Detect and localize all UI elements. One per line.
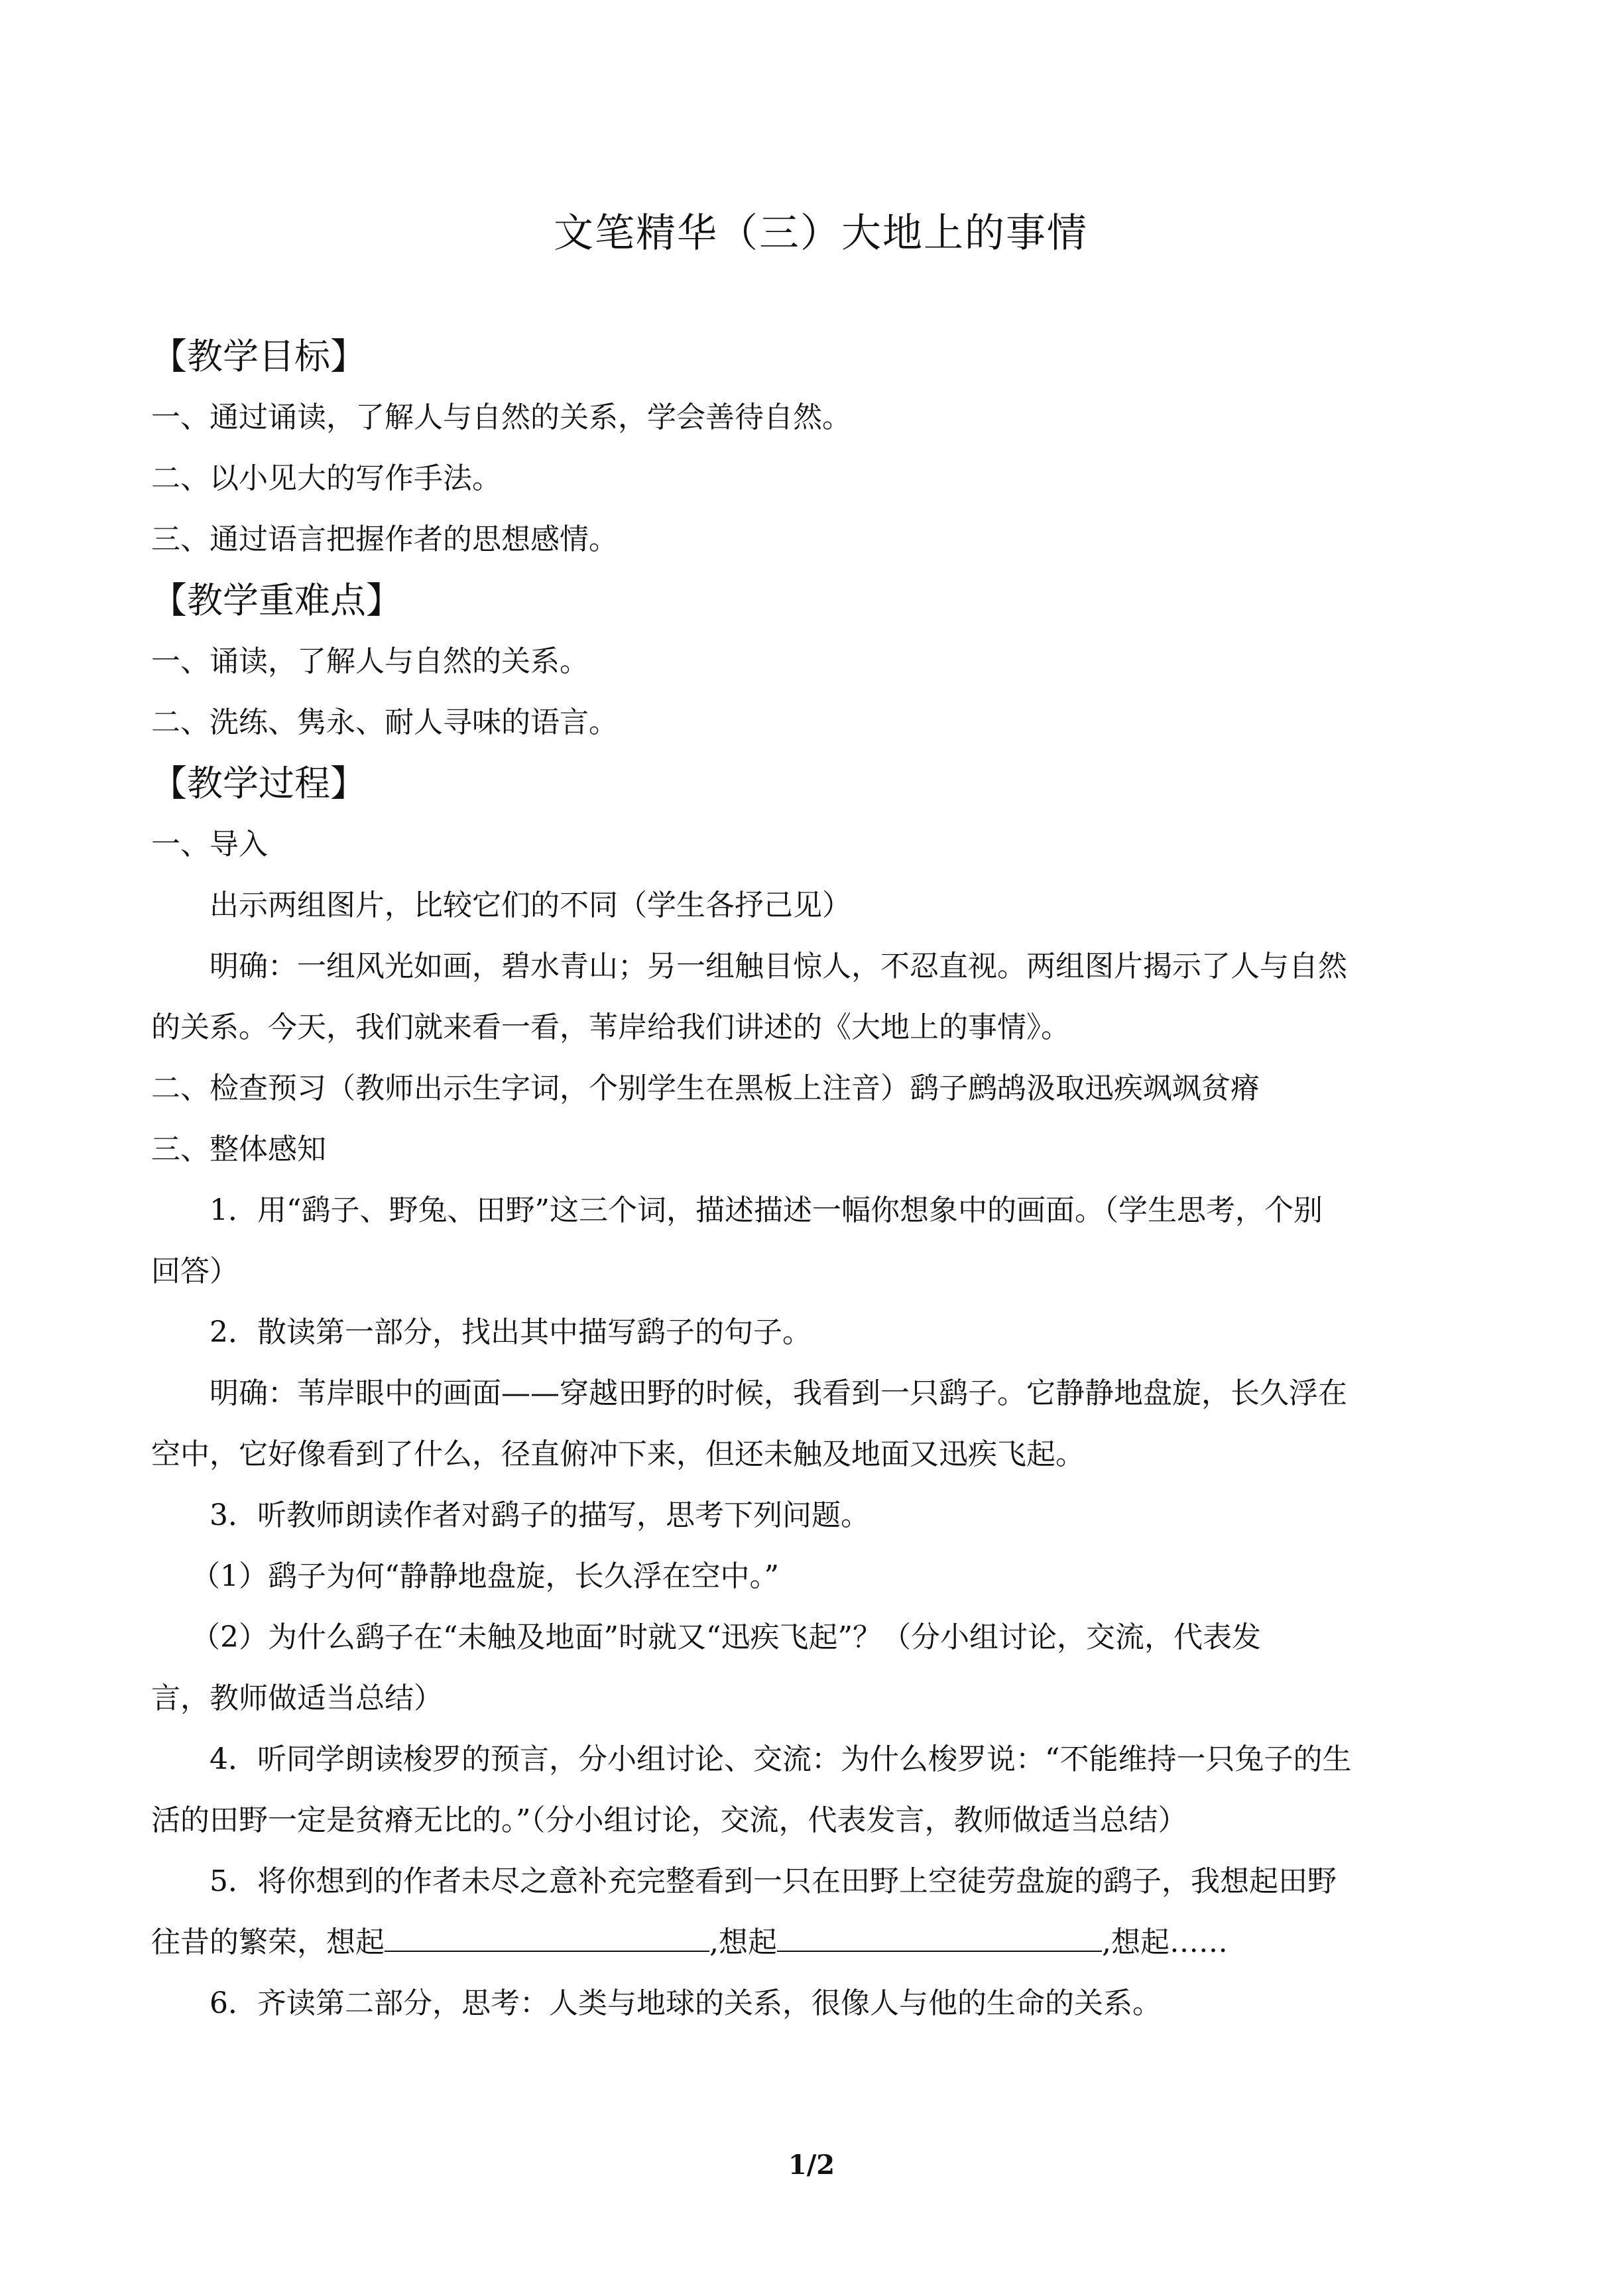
question-4-line: 活的田野一定是贫瘠无比的。”（分小组讨论，交流，代表发言，教师做适当总结） (151, 1803, 1187, 1837)
question-1-line: 回答） (151, 1254, 239, 1288)
goal-item: 二、以小见大的写作手法。 (151, 461, 501, 495)
fill-text: ,想起 (709, 1925, 777, 1959)
overall-heading: 三、整体感知 (151, 1132, 326, 1166)
intro-text: 出示两组图片，比较它们的不同（学生各抒己见） (210, 888, 851, 922)
question-6: 6．齐读第二部分，思考：人类与地球的关系，很像人与他的生命的关系。 (210, 1986, 1162, 2020)
document-body (151, 326, 1490, 2034)
question-3-sub-a: （1）鹞子为何“静静地盘旋，长久浮在空中。” (191, 1559, 779, 1593)
question-3: 3．听教师朗读作者对鹞子的描写，思考下列问题。 (210, 1498, 870, 1532)
question-2-clarify-line: 空中，它好像看到了什么，径直俯冲下来，但还未触及地面又迅疾飞起。 (151, 1437, 1085, 1471)
question-2-clarify-line: 明确：苇岸眼中的画面——穿越田野的时候，我看到一只鹞子。它静静地盘旋，长久浮在 (210, 1376, 1347, 1410)
fill-blank (777, 1931, 1102, 1952)
question-3-sub-b-line: （2）为什么鹞子在“未触及地面”时就又“迅疾飞起”？（分小组讨论，交流，代表发 (191, 1620, 1261, 1654)
fill-text: 往昔的繁荣，想起 (151, 1925, 385, 1959)
page-title: 文笔精华（三）大地上的事情 (554, 210, 1088, 257)
document-page (151, 0, 1490, 2296)
section-heading-process: 【教学过程】 (151, 762, 366, 804)
difficulty-item: 二、洗练、隽永、耐人寻味的语言。 (151, 705, 618, 739)
section-heading-difficulties: 【教学重难点】 (151, 579, 402, 621)
difficulty-item: 一、诵读，了解人与自然的关系。 (151, 644, 589, 678)
goal-item: 三、通过语言把握作者的思想感情。 (151, 522, 618, 556)
intro-clarify-line: 明确：一组风光如画，碧水青山；另一组触目惊人，不忍直视。两组图片揭示了人与自然 (210, 949, 1347, 983)
question-4-line: 4．听同学朗读梭罗的预言，分小组讨论、交流：为什么梭罗说：“不能维持一只兔子的生 (210, 1742, 1352, 1776)
question-5-fill-line (151, 1912, 1490, 1973)
question-1-line: 1．用“鹞子、野兔、田野”这三个词，描述描述一幅你想象中的画面。（学生思考，个别 (210, 1193, 1323, 1227)
preview-line: 二、检查预习（教师出示生字词，个别学生在黑板上注音）鹞子鹧鸪汲取迅疾飒飒贫瘠 (151, 1071, 1260, 1105)
goal-item: 一、通过诵读，了解人与自然的关系，学会善待自然。 (151, 400, 851, 434)
section-heading-goals: 【教学目标】 (151, 335, 366, 377)
fill-blank (385, 1931, 709, 1952)
intro-heading: 一、导入 (151, 827, 268, 861)
question-3-sub-b-line: 言，教师做适当总结） (151, 1681, 443, 1715)
question-2: 2．散读第一部分，找出其中描写鹞子的句子。 (210, 1315, 812, 1349)
question-5-line: 5．将你想到的作者未尽之意补充完整看到一只在田野上空徒劳盘旋的鹞子，我想起田野 (210, 1864, 1337, 1898)
fill-text: ,想起…… (1102, 1925, 1228, 1959)
page-number: 1/2 (788, 2149, 835, 2181)
intro-clarify-line: 的关系。今天，我们就来看一看，苇岸给我们讲述的《大地上的事情》。 (151, 1010, 1070, 1044)
